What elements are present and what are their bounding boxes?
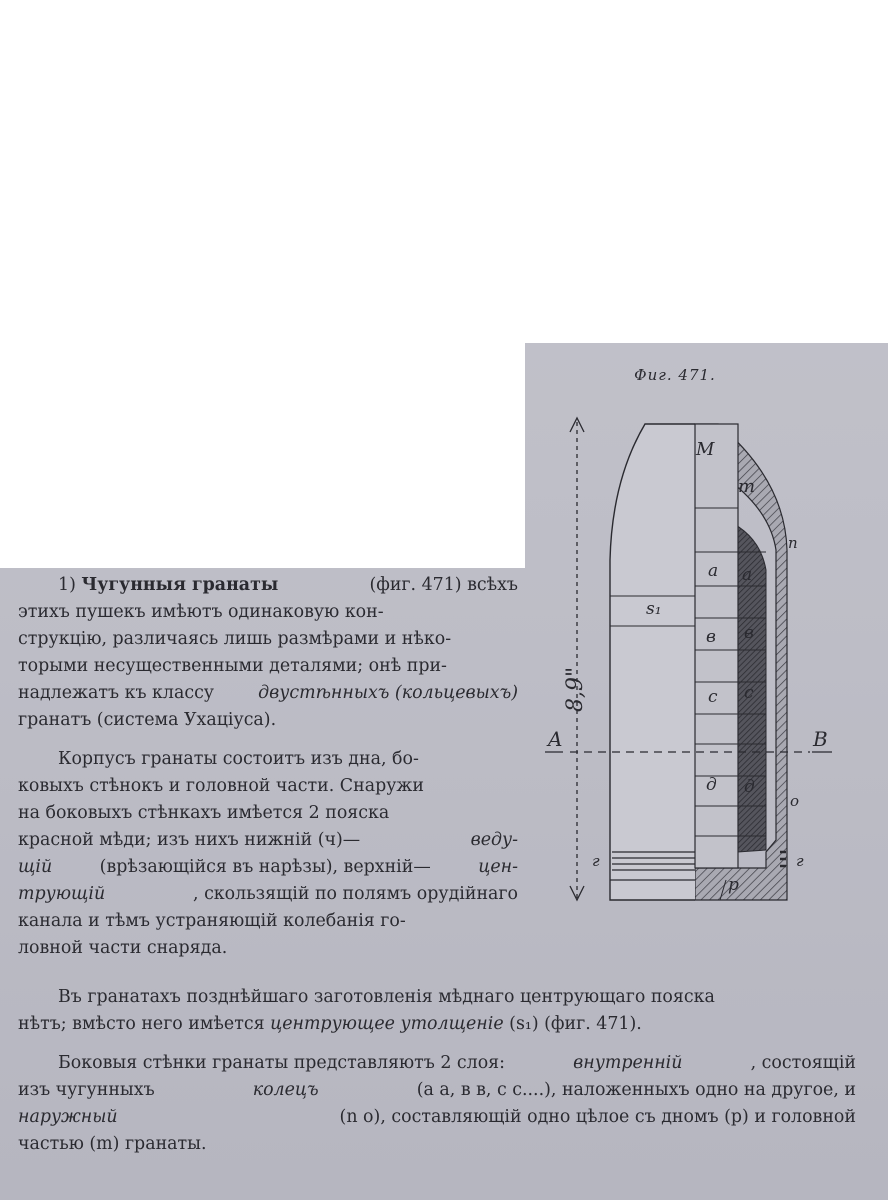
dimension-label: 8,9" bbox=[563, 666, 588, 712]
label-g-left: г bbox=[592, 852, 600, 870]
label-s1: s₁ bbox=[646, 599, 662, 619]
paragraph-1 bbox=[18, 572, 518, 734]
p2-line-1: Корпусъ гранаты состоитъ изъ дна, бо- bbox=[58, 749, 419, 769]
blank-region-top bbox=[0, 0, 888, 343]
label-c-inner: c bbox=[708, 687, 718, 707]
label-a-outer: a bbox=[742, 565, 753, 585]
left-column-text bbox=[18, 572, 518, 974]
full-width-text bbox=[18, 984, 856, 1170]
p2-line-7: канала и тѣмъ устраняющій колебанія го- bbox=[18, 911, 406, 931]
label-b-inner: в bbox=[706, 627, 716, 647]
inner-cavity bbox=[695, 424, 738, 868]
p2-line-6: трующій , скользящій по полямъ орудійнаго bbox=[18, 884, 518, 904]
label-o: o bbox=[790, 792, 800, 810]
label-m: m bbox=[738, 476, 756, 497]
p1-line-3: струкцію, различаясь лишь размѣрами и нѣко- bbox=[18, 629, 452, 649]
shell-outline bbox=[610, 424, 695, 900]
p1-line-1 bbox=[18, 572, 518, 599]
label-c-outer: c bbox=[744, 683, 754, 703]
p1-line-2: этихъ пушекъ имѣютъ одинаковую кон- bbox=[18, 602, 384, 622]
p1-line-4: торыми несущественными деталями; онѣ при- bbox=[18, 656, 447, 676]
label-a-inner: a bbox=[708, 561, 719, 581]
shell-cross-section-figure bbox=[530, 400, 860, 920]
blank-region-left bbox=[0, 343, 525, 568]
p2-line-3: на боковыхъ стѣнкахъ имѣется 2 пояска bbox=[18, 803, 390, 823]
label-d-inner: д bbox=[706, 775, 717, 795]
p3-line-1: Въ гранатахъ позднѣйшаго заготовленія мѣднаго центрующаго пояска bbox=[58, 987, 715, 1007]
paragraph-3 bbox=[18, 984, 856, 1038]
section-label-left: A bbox=[548, 727, 563, 751]
p4-line-4: частью (m) гранаты. bbox=[18, 1134, 207, 1154]
section-label-right: B bbox=[813, 727, 828, 751]
p1-line-5: надлежатъ къ классу двустѣнныхъ (кольцевыхъ) bbox=[18, 683, 518, 703]
p3-line-2: нѣтъ; вмѣсто него имѣется центрующее утолщеніе (s₁) (фиг. 471). bbox=[18, 1014, 642, 1034]
label-g-right: г bbox=[796, 852, 804, 870]
label-b-outer: в bbox=[744, 623, 754, 643]
p2-line-4: красной мѣди; изъ нихъ нижній (ч)— веду- bbox=[18, 830, 518, 850]
p2-line-2: ковыхъ стѣнокъ и головной части. Снаружи bbox=[18, 776, 425, 796]
p1-l1-rest: (фиг. 471) всѣхъ bbox=[369, 575, 518, 595]
paragraph-2 bbox=[18, 746, 518, 962]
label-n: n bbox=[788, 534, 798, 552]
p4-line-2: изъ чугунныхъ колецъ (а а, в в, с с....), наложенныхъ одно на другое, и bbox=[18, 1080, 856, 1100]
label-d-outer: д bbox=[744, 777, 755, 797]
p2-line-8: ловной части снаряда. bbox=[18, 938, 228, 958]
p1-l1-num: 1) bbox=[58, 575, 82, 595]
p1-l1-bold: Чугунныя гранаты bbox=[81, 575, 279, 595]
label-M: M bbox=[696, 439, 715, 460]
p1-line-6: гранатъ (система Ухаціуса). bbox=[18, 710, 277, 730]
label-p: p bbox=[728, 875, 739, 895]
figure-caption: Фиг. 471. bbox=[634, 366, 716, 384]
p4-line-1: Боковыя стѣнки гранаты представляютъ 2 слоя: внутренній , состоящій bbox=[58, 1053, 856, 1073]
p4-line-3: наружный (n o), составляющій одно цѣлое съ дномъ (p) и головной bbox=[18, 1107, 856, 1127]
p2-line-5: щій (врѣзающійся въ нарѣзы), верхній— цен- bbox=[18, 857, 518, 877]
paragraph-4 bbox=[18, 1050, 856, 1158]
